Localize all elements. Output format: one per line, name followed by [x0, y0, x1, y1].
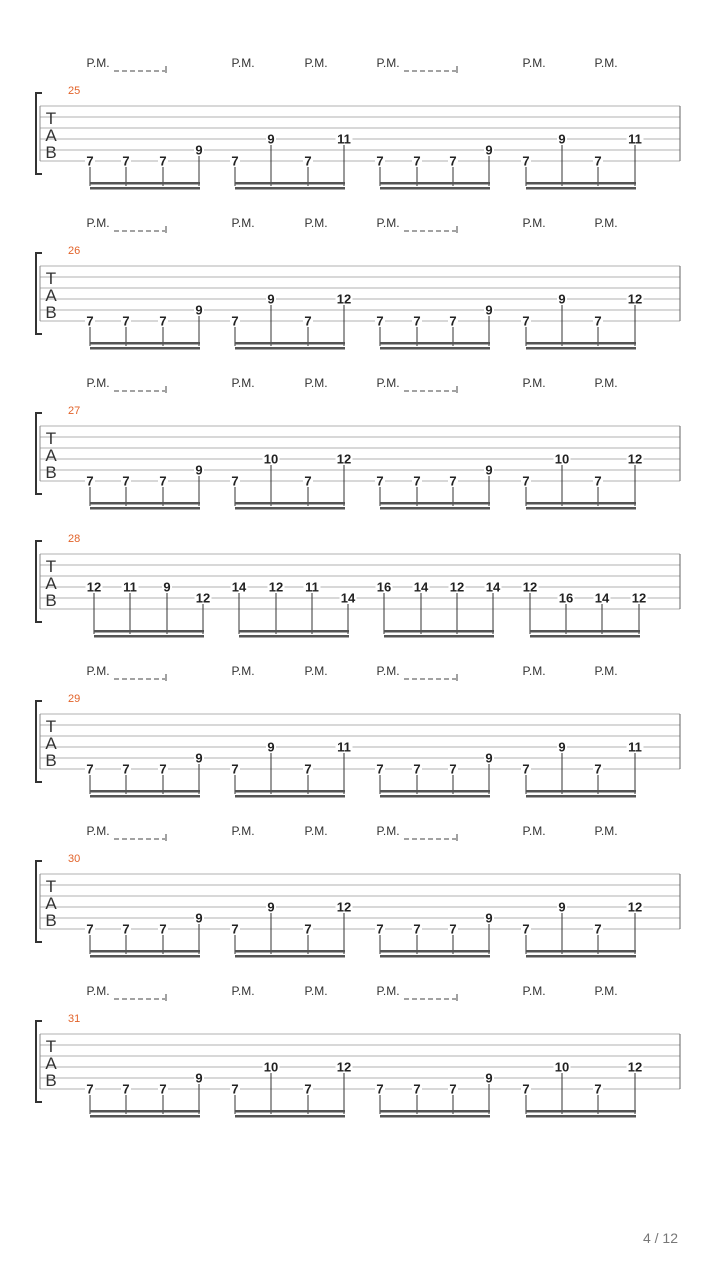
tab-clef-letter: A	[45, 126, 57, 145]
fret-number: 7	[594, 313, 602, 329]
beam-primary	[235, 1110, 345, 1113]
fret-number: 7	[159, 473, 167, 489]
tab-clef-letter: T	[45, 877, 57, 896]
tab-clef-letter: A	[45, 286, 57, 305]
fret-number: 9	[558, 131, 566, 147]
fret-number: 7	[594, 921, 602, 937]
fret-number: 9	[485, 462, 493, 478]
palm-mute-label: P.M.	[304, 216, 328, 230]
beam-secondary	[380, 1115, 490, 1118]
fret-number: 10	[554, 451, 570, 467]
palm-mute-label: P.M.	[594, 376, 618, 390]
fret-number: 12	[627, 1059, 643, 1075]
beam-secondary	[90, 1115, 200, 1118]
fret-number: 7	[522, 153, 530, 169]
fret-number: 12	[336, 1059, 352, 1075]
beam-secondary	[526, 795, 636, 798]
system-bracket	[36, 541, 42, 622]
beam-secondary	[380, 347, 490, 350]
fret-number: 7	[376, 761, 384, 777]
beam-secondary	[90, 795, 200, 798]
fret-number: 10	[263, 1059, 279, 1075]
fret-number: 9	[195, 142, 203, 158]
fret-number: 7	[122, 921, 130, 937]
fret-number: 7	[449, 761, 457, 777]
fret-number: 7	[376, 473, 384, 489]
beam-primary	[380, 182, 490, 185]
measure-number: 26	[68, 245, 81, 257]
page-counter: 4 / 12	[642, 1230, 678, 1246]
fret-number: 9	[558, 291, 566, 307]
beam-secondary	[94, 635, 204, 638]
tab-system-31	[36, 984, 680, 1118]
fret-number: 9	[163, 579, 171, 595]
fret-number: 16	[376, 579, 392, 595]
beam-secondary	[235, 955, 345, 958]
beam-primary	[90, 790, 200, 793]
fret-number: 14	[594, 590, 610, 606]
fret-number: 11	[628, 131, 642, 147]
tab-clef-letter: T	[45, 429, 57, 448]
beam-secondary	[380, 795, 490, 798]
palm-mute-label: P.M.	[376, 984, 400, 998]
beam-secondary	[526, 347, 636, 350]
fret-number: 9	[485, 302, 493, 318]
fret-number: 9	[195, 1070, 203, 1086]
fret-number: 7	[413, 313, 421, 329]
tab-clef-letter: A	[45, 446, 57, 465]
fret-number: 9	[195, 462, 203, 478]
fret-number: 11	[123, 579, 137, 595]
beam-primary	[94, 630, 204, 633]
beam-secondary	[380, 955, 490, 958]
system-bracket	[36, 701, 42, 782]
beam-secondary	[526, 1115, 636, 1118]
beam-secondary	[526, 507, 636, 510]
fret-number: 14	[485, 579, 501, 595]
fret-number: 7	[304, 473, 312, 489]
fret-number: 7	[449, 153, 457, 169]
palm-mute-label: P.M.	[522, 664, 546, 678]
fret-number: 12	[268, 579, 284, 595]
fret-number: 14	[231, 579, 247, 595]
palm-mute-label: P.M.	[231, 664, 255, 678]
fret-number: 12	[631, 590, 647, 606]
beam-primary	[380, 342, 490, 345]
beam-primary	[526, 950, 636, 953]
fret-number: 7	[449, 313, 457, 329]
fret-number: 7	[231, 153, 239, 169]
fret-number: 7	[413, 1081, 421, 1097]
fret-number: 7	[449, 1081, 457, 1097]
measure-number: 27	[68, 405, 81, 417]
fret-number: 14	[413, 579, 429, 595]
fret-number: 16	[558, 590, 574, 606]
fret-number: 12	[449, 579, 465, 595]
fret-number: 7	[86, 473, 94, 489]
fret-number: 9	[195, 910, 203, 926]
fret-number: 7	[122, 473, 130, 489]
fret-number: 12	[627, 291, 643, 307]
fret-number: 11	[337, 739, 351, 755]
palm-mute-label: P.M.	[86, 376, 110, 390]
tab-clef-letter: A	[45, 1054, 57, 1073]
fret-number: 9	[195, 302, 203, 318]
beam-primary	[235, 502, 345, 505]
fret-number: 7	[122, 1081, 130, 1097]
fret-number: 7	[159, 313, 167, 329]
beam-secondary	[235, 347, 345, 350]
beam-secondary	[239, 635, 349, 638]
fret-number: 7	[413, 761, 421, 777]
beam-secondary	[90, 955, 200, 958]
fret-number: 7	[522, 761, 530, 777]
fret-number: 7	[376, 1081, 384, 1097]
fret-number: 9	[485, 142, 493, 158]
beam-primary	[526, 790, 636, 793]
palm-mute-label: P.M.	[522, 376, 546, 390]
fret-number: 7	[159, 1081, 167, 1097]
fret-number: 9	[558, 739, 566, 755]
fret-number: 7	[122, 761, 130, 777]
tab-system-28	[36, 533, 680, 638]
beam-primary	[90, 182, 200, 185]
palm-mute-label: P.M.	[86, 664, 110, 678]
palm-mute-label: P.M.	[522, 984, 546, 998]
beam-primary	[526, 502, 636, 505]
palm-mute-label: P.M.	[522, 824, 546, 838]
tab-clef-letter: B	[45, 911, 57, 930]
fret-number: 11	[628, 739, 642, 755]
measure-number: 29	[68, 693, 81, 705]
fret-number: 12	[627, 899, 643, 915]
fret-number: 7	[449, 921, 457, 937]
tab-system-26	[36, 216, 680, 350]
fret-number: 9	[267, 291, 275, 307]
beam-primary	[235, 790, 345, 793]
fret-number: 7	[86, 153, 94, 169]
fret-number: 7	[522, 313, 530, 329]
fret-number: 7	[304, 921, 312, 937]
fret-number: 7	[231, 473, 239, 489]
fret-number: 7	[231, 313, 239, 329]
beam-primary	[90, 950, 200, 953]
measure-number: 25	[68, 85, 81, 97]
palm-mute-label: P.M.	[231, 56, 255, 70]
palm-mute-label: P.M.	[594, 664, 618, 678]
tab-clef-letter: T	[45, 1037, 57, 1056]
fret-number: 12	[336, 451, 352, 467]
beam-secondary	[530, 635, 640, 638]
fret-number: 14	[340, 590, 356, 606]
palm-mute-label: P.M.	[86, 984, 110, 998]
palm-mute-label: P.M.	[304, 376, 328, 390]
fret-number: 7	[304, 153, 312, 169]
palm-mute-label: P.M.	[304, 664, 328, 678]
fret-number: 7	[522, 1081, 530, 1097]
fret-number: 9	[485, 910, 493, 926]
fret-number: 9	[485, 1070, 493, 1086]
tab-clef-letter: T	[45, 717, 57, 736]
fret-number: 10	[263, 451, 279, 467]
tab-clef-letter: B	[45, 751, 57, 770]
fret-number: 7	[122, 153, 130, 169]
system-bracket	[36, 861, 42, 942]
palm-mute-label: P.M.	[522, 56, 546, 70]
fret-number: 12	[627, 451, 643, 467]
beam-primary	[90, 502, 200, 505]
tab-clef-letter: B	[45, 591, 57, 610]
tab-clef-letter: B	[45, 303, 57, 322]
fret-number: 11	[337, 131, 351, 147]
fret-number: 9	[195, 750, 203, 766]
fret-number: 7	[231, 761, 239, 777]
fret-number: 7	[86, 313, 94, 329]
beam-primary	[384, 630, 494, 633]
measure-number: 31	[68, 1013, 81, 1025]
palm-mute-label: P.M.	[86, 824, 110, 838]
tab-clef-letter: T	[45, 269, 57, 288]
palm-mute-label: P.M.	[376, 376, 400, 390]
beam-primary	[380, 790, 490, 793]
palm-mute-label: P.M.	[304, 824, 328, 838]
palm-mute-label: P.M.	[522, 216, 546, 230]
tab-clef-letter: A	[45, 734, 57, 753]
beam-primary	[90, 1110, 200, 1113]
tab-clef-letter: T	[45, 557, 57, 576]
tab-clef-letter: B	[45, 1071, 57, 1090]
fret-number: 10	[554, 1059, 570, 1075]
beam-secondary	[235, 187, 345, 190]
fret-number: 7	[159, 761, 167, 777]
fret-number: 9	[267, 739, 275, 755]
palm-mute-label: P.M.	[304, 56, 328, 70]
beam-primary	[380, 1110, 490, 1113]
beam-primary	[380, 950, 490, 953]
palm-mute-label: P.M.	[304, 984, 328, 998]
tab-system-30	[36, 824, 680, 958]
beam-secondary	[526, 955, 636, 958]
fret-number: 12	[336, 899, 352, 915]
fret-number: 7	[304, 761, 312, 777]
fret-number: 7	[376, 313, 384, 329]
fret-number: 12	[336, 291, 352, 307]
fret-number: 7	[522, 921, 530, 937]
fret-number: 7	[304, 313, 312, 329]
beam-secondary	[526, 187, 636, 190]
palm-mute-label: P.M.	[231, 216, 255, 230]
beam-primary	[526, 182, 636, 185]
tab-clef-letter: A	[45, 574, 57, 593]
fret-number: 7	[122, 313, 130, 329]
measure-number: 28	[68, 533, 81, 545]
palm-mute-label: P.M.	[231, 984, 255, 998]
fret-number: 9	[267, 899, 275, 915]
fret-number: 7	[594, 153, 602, 169]
fret-number: 7	[522, 473, 530, 489]
beam-primary	[235, 950, 345, 953]
fret-number: 7	[159, 921, 167, 937]
system-bracket	[36, 253, 42, 334]
fret-number: 7	[413, 921, 421, 937]
fret-number: 7	[304, 1081, 312, 1097]
fret-number: 7	[231, 921, 239, 937]
palm-mute-label: P.M.	[376, 664, 400, 678]
system-bracket	[36, 413, 42, 494]
beam-primary	[526, 1110, 636, 1113]
palm-mute-label: P.M.	[594, 824, 618, 838]
palm-mute-label: P.M.	[376, 56, 400, 70]
measure-number: 30	[68, 853, 81, 865]
beam-secondary	[90, 187, 200, 190]
tab-system-27	[36, 376, 680, 510]
palm-mute-label: P.M.	[86, 56, 110, 70]
beam-primary	[530, 630, 640, 633]
fret-number: 7	[86, 921, 94, 937]
fret-number: 11	[305, 579, 319, 595]
fret-number: 9	[558, 899, 566, 915]
palm-mute-label: P.M.	[376, 216, 400, 230]
tab-clef-letter: T	[45, 109, 57, 128]
beam-secondary	[380, 187, 490, 190]
beam-primary	[526, 342, 636, 345]
beam-secondary	[235, 1115, 345, 1118]
beam-secondary	[384, 635, 494, 638]
fret-number: 9	[267, 131, 275, 147]
fret-number: 9	[485, 750, 493, 766]
beam-secondary	[235, 507, 345, 510]
palm-mute-label: P.M.	[231, 376, 255, 390]
fret-number: 7	[86, 1081, 94, 1097]
palm-mute-label: P.M.	[594, 56, 618, 70]
fret-number: 7	[594, 473, 602, 489]
tab-system-25	[36, 56, 680, 190]
system-bracket	[36, 1021, 42, 1102]
beam-primary	[90, 342, 200, 345]
beam-secondary	[235, 795, 345, 798]
fret-number: 12	[522, 579, 538, 595]
beam-primary	[235, 342, 345, 345]
tab-clef-letter: A	[45, 894, 57, 913]
palm-mute-label: P.M.	[86, 216, 110, 230]
system-bracket	[36, 93, 42, 174]
palm-mute-label: P.M.	[594, 984, 618, 998]
fret-number: 7	[376, 921, 384, 937]
palm-mute-label: P.M.	[231, 824, 255, 838]
fret-number: 7	[376, 153, 384, 169]
tab-system-29	[36, 664, 680, 798]
beam-primary	[239, 630, 349, 633]
fret-number: 7	[413, 153, 421, 169]
tab-clef-letter: B	[45, 143, 57, 162]
palm-mute-label: P.M.	[376, 824, 400, 838]
beam-secondary	[90, 507, 200, 510]
beam-primary	[380, 502, 490, 505]
beam-secondary	[90, 347, 200, 350]
fret-number: 7	[86, 761, 94, 777]
fret-number: 12	[86, 579, 102, 595]
beam-secondary	[380, 507, 490, 510]
tab-clef-letter: B	[45, 463, 57, 482]
fret-number: 7	[594, 761, 602, 777]
fret-number: 7	[413, 473, 421, 489]
fret-number: 7	[231, 1081, 239, 1097]
fret-number: 7	[594, 1081, 602, 1097]
palm-mute-label: P.M.	[594, 216, 618, 230]
fret-number: 7	[449, 473, 457, 489]
fret-number: 7	[159, 153, 167, 169]
beam-primary	[235, 182, 345, 185]
fret-number: 12	[195, 590, 211, 606]
